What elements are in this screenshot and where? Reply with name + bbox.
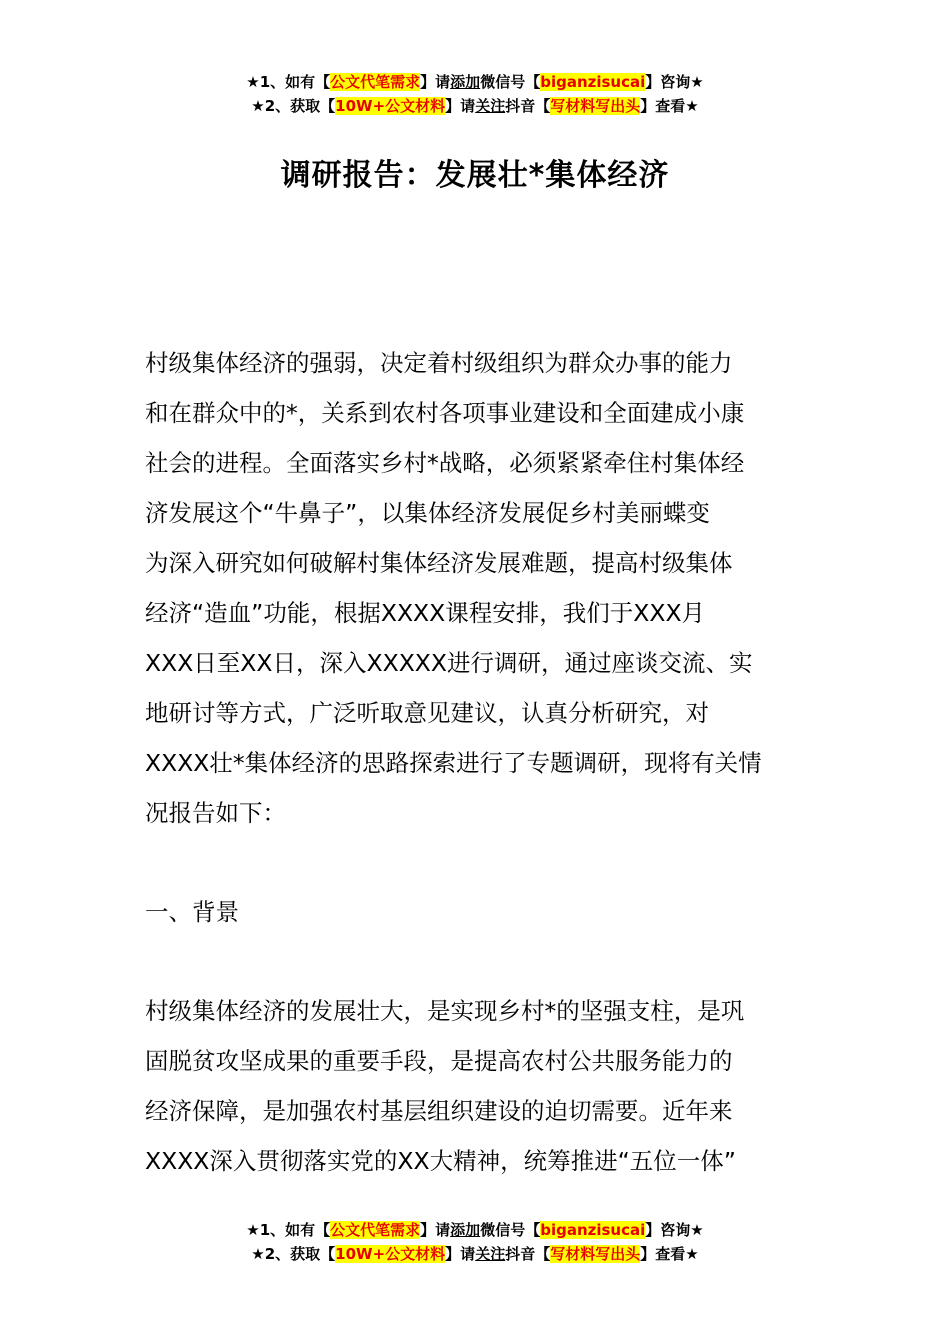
promo-text: 1、如有【 — [259, 73, 331, 91]
promo-emphasis: 添加 — [450, 1221, 481, 1239]
promo-text: 2、获取【 — [264, 1245, 336, 1263]
promo-text: 抖音【 — [505, 97, 551, 115]
promo-text: 2、获取【 — [264, 97, 336, 115]
text-line: 村级集体经济的强弱，决定着村级组织为群众办事的能力 — [145, 349, 733, 377]
text-line: XXXX壮*集体经济的思路探索进行了专题调研，现将有关情 — [145, 749, 762, 777]
promo-text: 】查看 — [640, 97, 686, 115]
promo-text: 1、如有【 — [259, 1221, 331, 1239]
promo-highlight-service: 公文代笔需求 — [330, 73, 421, 91]
text-line: XXX日至XX日，深入XXXXX进行调研，通过座谈交流、实 — [145, 649, 753, 677]
text-line: 为深入研究如何破解村集体经济发展难题，提高村级集体 — [145, 549, 733, 577]
section1-paragraph — [145, 986, 810, 1186]
text-line: 社会的进程。全面落实乡村*战略，必须紧紧牵住村集体经 — [145, 449, 745, 477]
promo-emphasis: 关注 — [475, 1245, 506, 1263]
promo-emphasis: 添加 — [450, 73, 481, 91]
text-line: 地研讨等方式，广泛听取意见建议，认真分析研究，对 — [145, 699, 709, 727]
promo-line-1 — [0, 70, 950, 94]
text-line: 经济保障，是加强农村基层组织建设的迫切需要。近年来 — [145, 1097, 733, 1125]
promo-line-1 — [0, 1218, 950, 1242]
text-line: XXXX深入贯彻落实党的XX大精神，统筹推进“五位一体” — [145, 1147, 736, 1175]
promo-text: 】请 — [420, 73, 451, 91]
star-icon: ★ — [246, 1221, 260, 1239]
promo-text: 】请 — [445, 1245, 476, 1263]
promo-text: 微信号【 — [480, 73, 541, 91]
star-icon: ★ — [685, 97, 699, 115]
promo-highlight-materials: 10W+公文材料 — [335, 1245, 446, 1263]
star-icon: ★ — [685, 1245, 699, 1263]
footer-promo-banner — [0, 1218, 950, 1266]
text-line: 济发展这个“牛鼻子”，以集体经济发展促乡村美丽蝶变 — [145, 499, 710, 527]
text-line: 况报告如下： — [145, 799, 286, 827]
section-heading: 一、背景 — [145, 898, 239, 926]
promo-text: 微信号【 — [480, 1221, 541, 1239]
section-heading-background — [145, 887, 810, 937]
promo-text: 】请 — [445, 97, 476, 115]
intro-paragraph — [145, 338, 810, 838]
promo-highlight-douyin: 写材料写出头 — [550, 97, 641, 115]
promo-highlight-service: 公文代笔需求 — [330, 1221, 421, 1239]
star-icon: ★ — [690, 73, 704, 91]
star-icon: ★ — [251, 97, 265, 115]
header-promo-banner — [0, 70, 950, 118]
promo-highlight-wechat: biganzisucai — [540, 1221, 646, 1239]
promo-text: 抖音【 — [505, 1245, 551, 1263]
document-title: 调研报告：发展壮*集体经济 — [280, 158, 670, 193]
text-line: 固脱贫攻坚成果的重要手段，是提高农村公共服务能力的 — [145, 1047, 733, 1075]
promo-line-2 — [0, 1242, 950, 1266]
promo-text: 】请 — [420, 1221, 451, 1239]
promo-highlight-wechat: biganzisucai — [540, 73, 646, 91]
star-icon: ★ — [690, 1221, 704, 1239]
promo-highlight-materials: 10W+公文材料 — [335, 97, 446, 115]
promo-text: 】咨询 — [645, 73, 691, 91]
text-line: 经济“造血”功能，根据XXXX课程安排，我们于XXX月 — [145, 599, 706, 627]
text-line: 和在群众中的*，关系到农村各项事业建设和全面建成小康 — [145, 399, 745, 427]
star-icon: ★ — [251, 1245, 265, 1263]
promo-line-2 — [0, 94, 950, 118]
star-icon: ★ — [246, 73, 260, 91]
promo-highlight-douyin: 写材料写出头 — [550, 1245, 641, 1263]
text-line: 村级集体经济的发展壮大，是实现乡村*的坚强支柱，是巩 — [145, 997, 745, 1025]
promo-text: 】咨询 — [645, 1221, 691, 1239]
promo-emphasis: 关注 — [475, 97, 506, 115]
promo-text: 】查看 — [640, 1245, 686, 1263]
